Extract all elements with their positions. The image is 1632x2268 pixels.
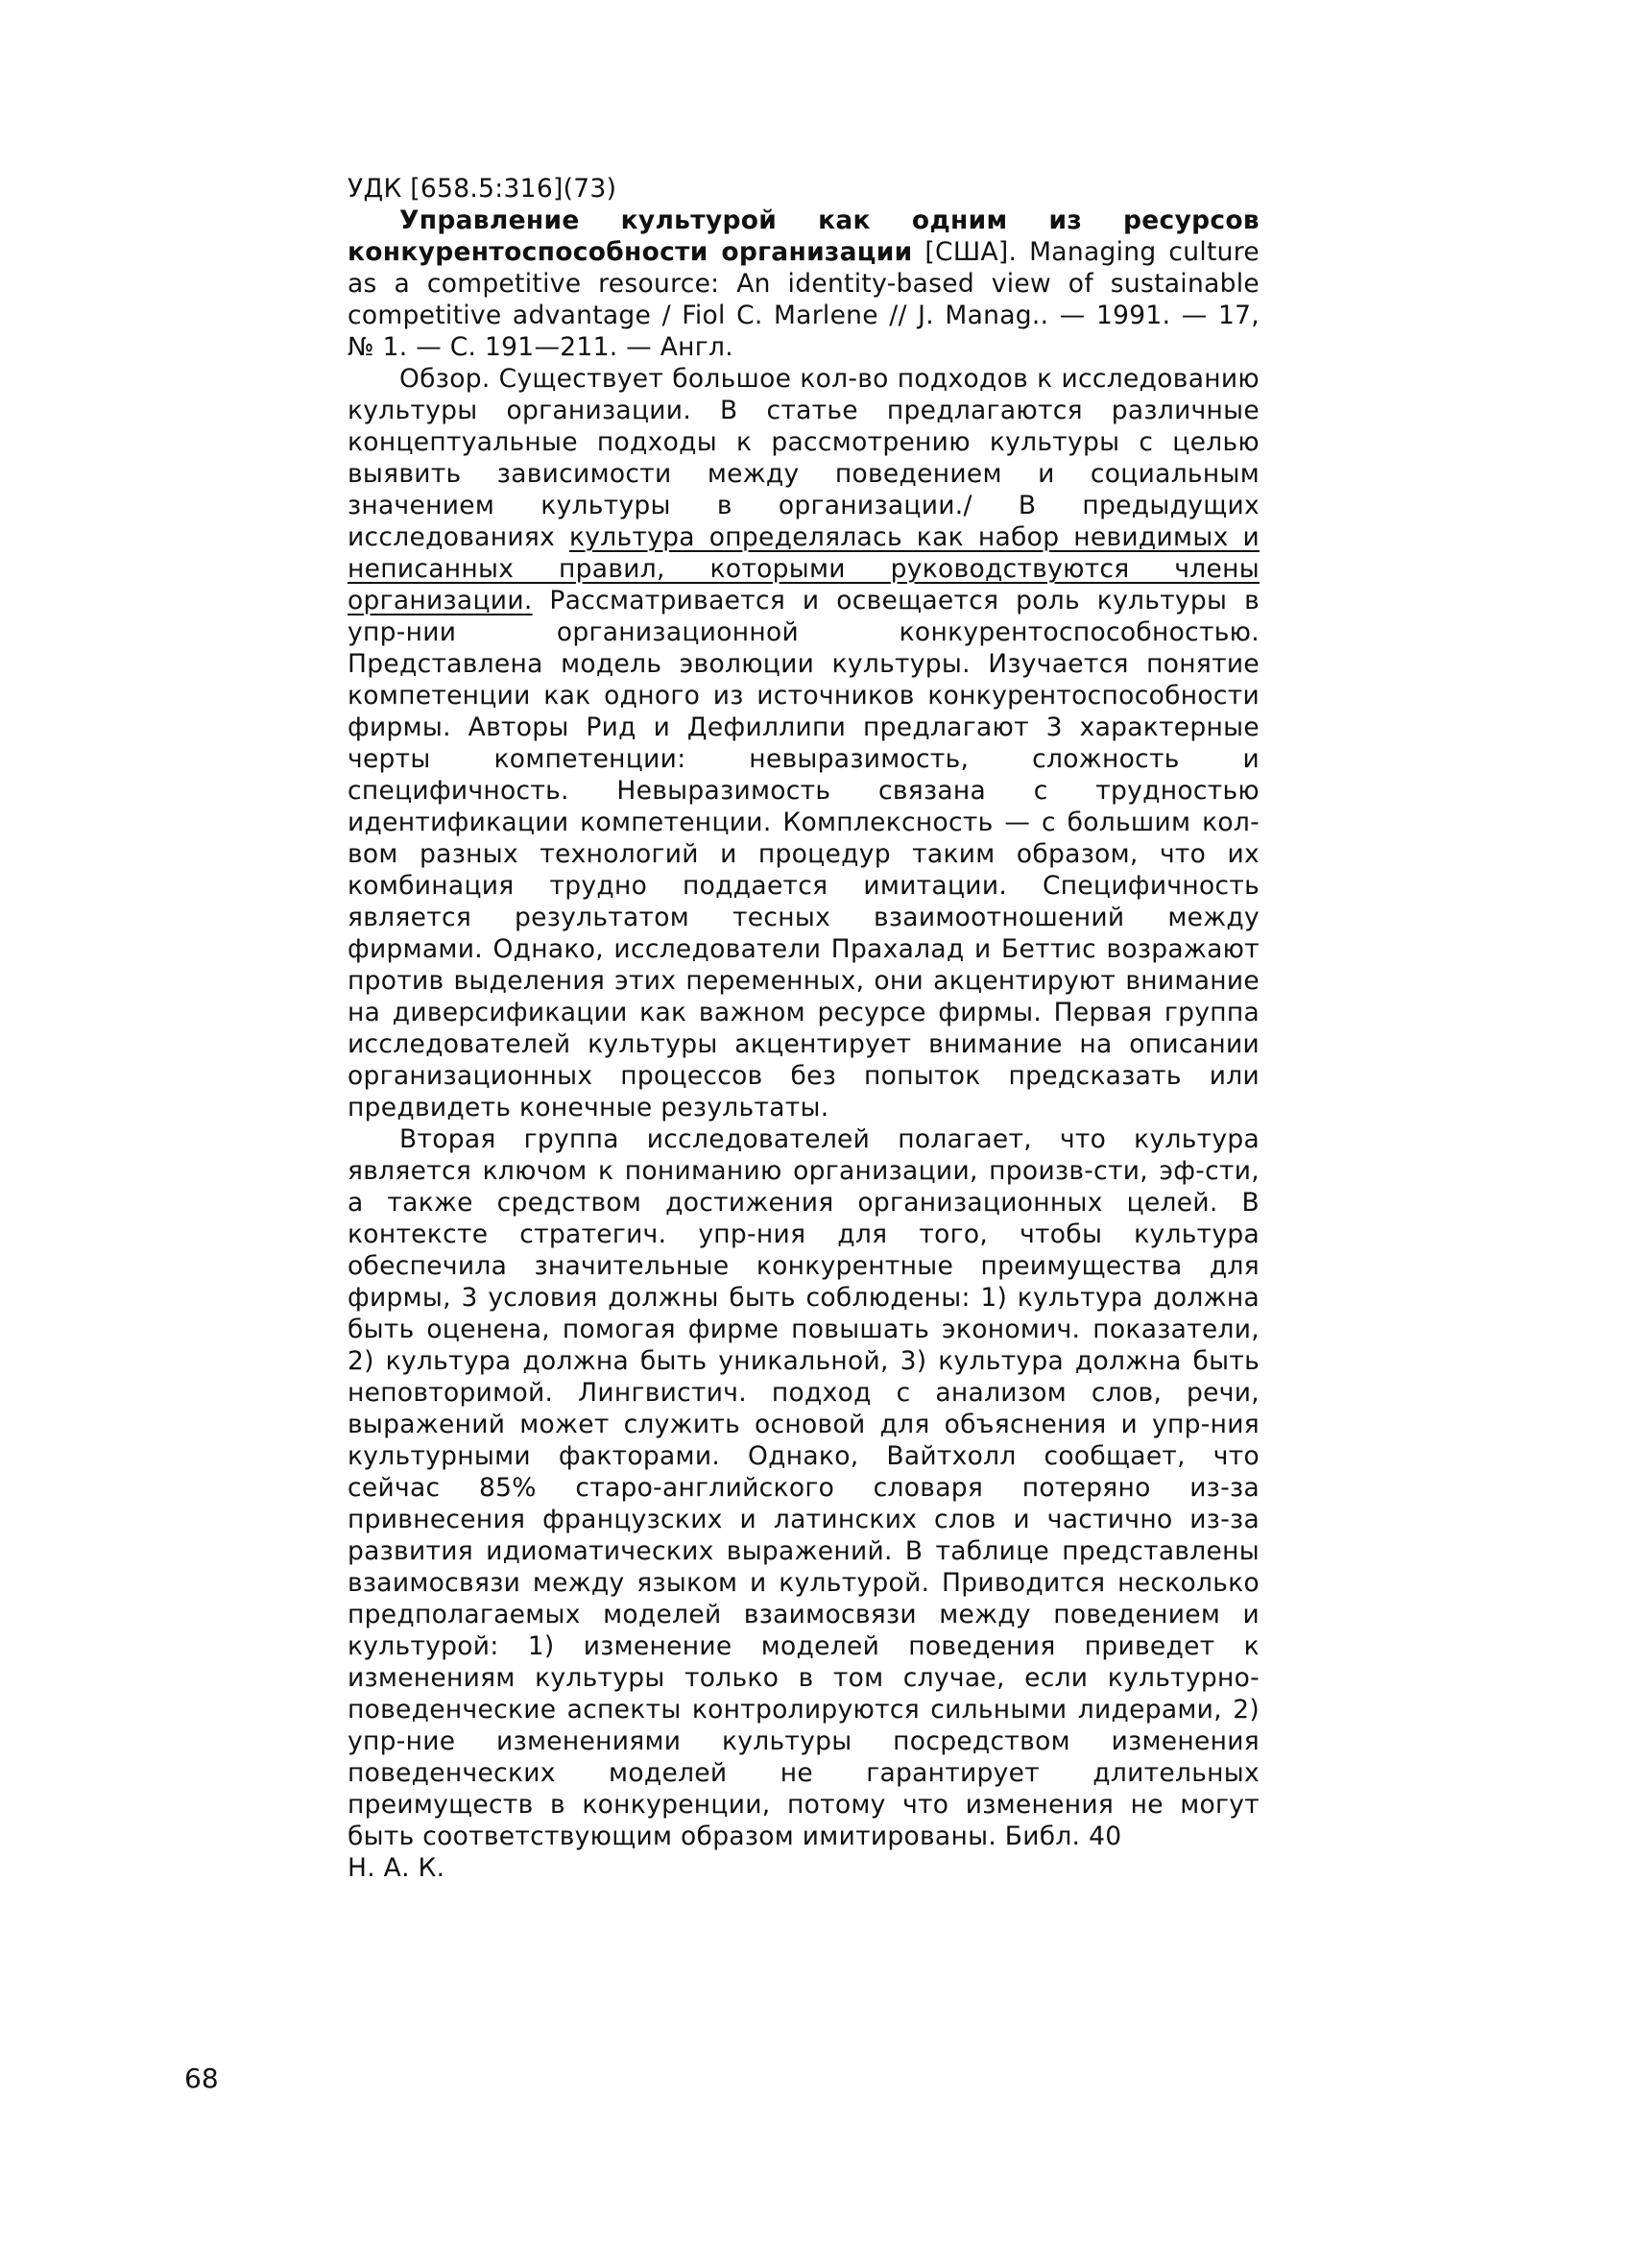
abstract-column xyxy=(348,173,1260,1884)
underlined-passage: культура определялась как набор невидимых и неписанных правил, которыми руководствуются члены организации. xyxy=(348,522,1260,615)
citation xyxy=(348,205,1260,363)
abstract-paragraph-2: Вторая группа исследователей полагает, что культура является ключом к пониманию организации, произв-сти, эф-сти, а также средством достижения организационных целей. В контексте стратегич. упр-ния для того, чтобы культура обеспечила значительные конкурентные преимущества для фирмы, 3 условия должны быть соблюдены: 1) культура должна быть оценена, помогая фирме повышать экономич. показатели, 2) культура должна быть уникальной, 3) культура должна быть неповторимой. Лингвистич. подход с анализом слов, речи, выражений может служить основой для объяснения и упр-ния культурными факторами. Однако, Вайтхолл сообщает, что сейчас 85% старо-английского словаря потеряно из-за привнесения французских и латинских слов и частично из-за развития идиоматических выражений. В таблице представлены взаимосвязи между языком и культурой. Приводится несколько предполагаемых моделей взаимосвязи между поведением и культурой: 1) изменение моделей поведения приведет к изменениям культуры только в том случае, если культурно-поведенческие аспекты контролируются сильными лидерами, 2) упр-ние изменениями культуры посредством изменения поведенческих моделей не гарантирует длительных преимуществ в конкуренции, потому что изменения не могут быть соответствующим образом имитированы. Библ. 40 xyxy=(348,1124,1260,1851)
author-initials: Н. А. К. xyxy=(348,1853,445,1883)
udc-code: УДК [658.5:316](73) xyxy=(348,174,617,204)
handwritten-mark: / xyxy=(963,491,972,520)
abstract-p1-rest: Рассматривается и освещается роль культуры в упр-нии организационной конкурентоспособностью. Представлена модель эволюции культуры. Изучается понятие компетенции как одного из источников конкурентоспособности фирмы. Авторы Рид и Дефиллипи предлагают 3 характерные черты компетенции: невыразимость, сложность и специфичность. Невыразимость связана с трудностью идентификации компетенции. Комплексность — с большим кол-вом разных технологий и процедур таким образом, что их комбинация трудно поддается имитации. Специфичность является результатом тесных взаимоотношений между фирмами. Однако, исследователи Прахалад и Беттис возражают против выделения этих переменных, они акцентируют внимание на диверсификации как важном ресурсе фирмы. Первая группа исследователей культуры акцентирует внимание на описании организационных процессов без попыток предсказать или предвидеть конечные результаты. xyxy=(348,586,1260,1122)
article-source: Managing culture as a competitive resource: An identity-based view of sustainable competitive advantage / Fiol C. Marlene // J. Manag.. — 1991. — 17, № 1. — С. 191—211. — Англ. xyxy=(348,237,1260,362)
article-country: [США]. xyxy=(912,237,1030,267)
page-number: 68 xyxy=(184,2063,219,2094)
abstract-p1-start: Обзор. Существует большое кол-во подходов к исследованию культуры организации. В статье предлагаются различные концептуальные подходы к рассмотрению культуры с целью выявить зависимости между поведением и социальным значением культуры в организации. xyxy=(348,364,1260,520)
article-title: Управление культурой как одним из ресурсов конкурентоспособности организации xyxy=(348,205,1260,267)
abstract-paragraph-1 xyxy=(348,363,1260,1123)
abstract-p1-pre: В предыдущих исследованиях xyxy=(348,491,1260,552)
